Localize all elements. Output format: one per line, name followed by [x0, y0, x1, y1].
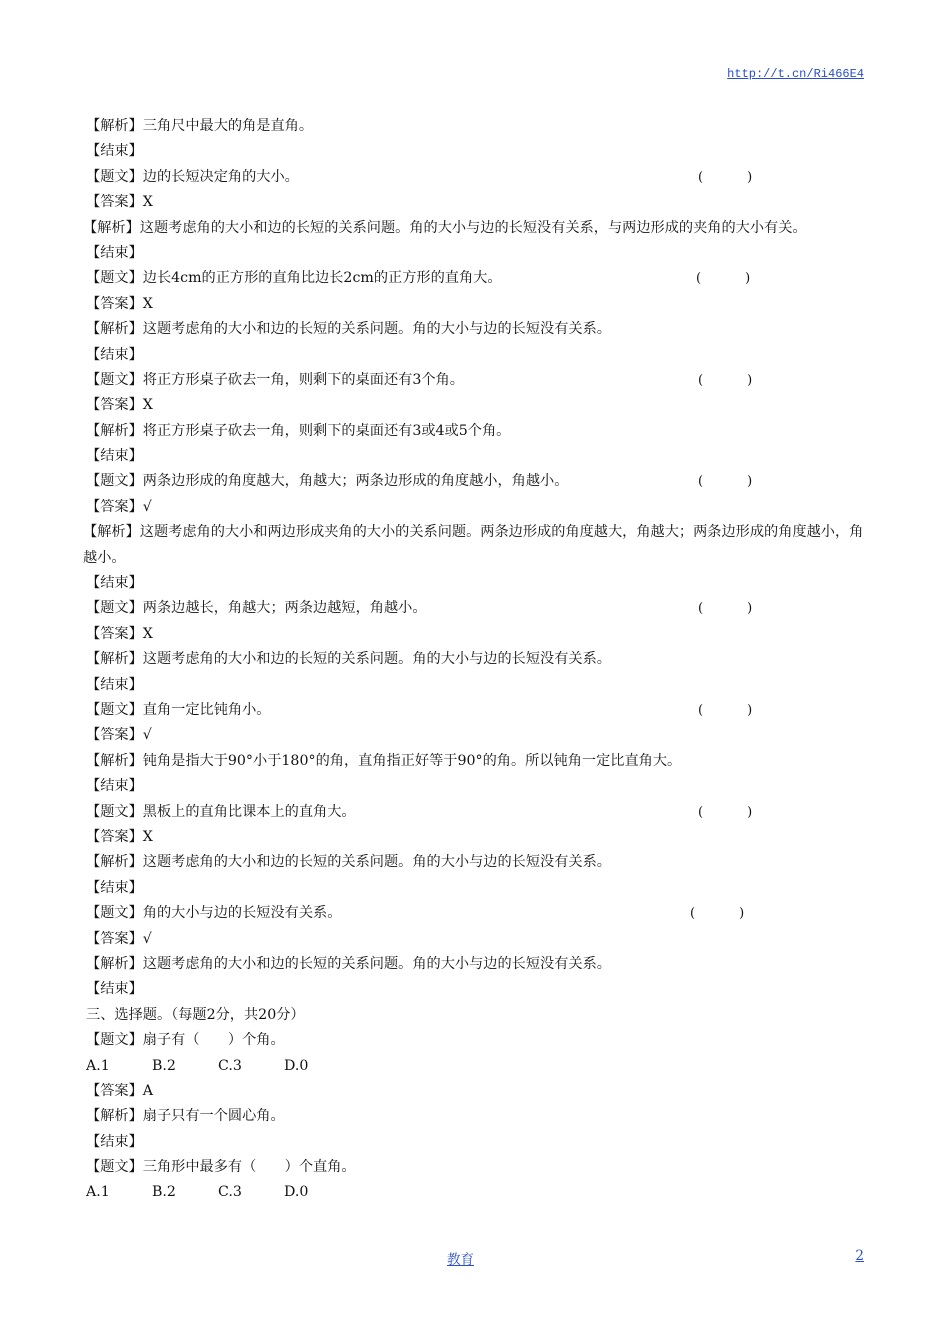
- option-b: B.2: [152, 1057, 176, 1074]
- page-number[interactable]: 2: [855, 1248, 864, 1264]
- analysis-line: 【解析】这题考虑角的大小和边的长短的关系问题。角的大小与边的长短没有关系，与两边形成的夹角的大小有关。: [83, 219, 807, 236]
- answer-line: 【答案】X: [86, 397, 153, 414]
- end-line: 【结束】: [86, 676, 143, 693]
- option-d: D.0: [284, 1057, 309, 1074]
- answer-line: 【答案】A: [86, 1082, 153, 1099]
- question-line: [86, 469, 866, 494]
- answer-blank: ( ): [698, 474, 753, 490]
- header-link[interactable]: http://t.cn/Ri466E4: [727, 67, 864, 81]
- end-line: 【结束】: [86, 346, 143, 363]
- question-line: [86, 165, 866, 190]
- question-line: [86, 266, 866, 291]
- answer-line: 【答案】X: [86, 194, 153, 211]
- answer-blank: ( ): [690, 906, 745, 922]
- question-text: 【题文】两条边越长，角越大；两条边越短，角越小。: [86, 600, 427, 617]
- analysis-line: 【解析】这题考虑角的大小和两边形成夹角的大小的关系问题。两条边形成的角度越大，角越大；两条边形成的角度越小，角越小。: [83, 524, 864, 566]
- end-line: 【结束】: [86, 244, 143, 261]
- section-heading: 三、选择题。（每题2分，共20分）: [86, 1006, 305, 1023]
- answer-blank: ( ): [698, 804, 753, 820]
- analysis-line: 【解析】这题考虑角的大小和边的长短的关系问题。角的大小与边的长短没有关系。: [86, 321, 611, 338]
- question-line: [86, 368, 866, 393]
- option-d: D.0: [284, 1184, 309, 1201]
- analysis-line: 【解析】扇子只有一个圆心角。: [86, 1108, 285, 1125]
- answer-line: 【答案】√: [86, 727, 152, 744]
- question-text: 【题文】直角一定比钝角小。: [86, 702, 271, 719]
- answer-blank: ( ): [698, 601, 753, 617]
- answer-blank: ( ): [698, 169, 753, 185]
- end-line: 【结束】: [86, 143, 143, 160]
- question-text: 【题文】黑板上的直角比课本上的直角大。: [86, 803, 356, 820]
- option-b: B.2: [152, 1184, 176, 1201]
- end-line: 【结束】: [86, 575, 143, 592]
- question-text: 【题文】边长4cm的正方形的直角比边长2cm的正方形的直角大。: [86, 270, 502, 287]
- option-c: C.3: [218, 1184, 242, 1201]
- options-line: [86, 1054, 866, 1079]
- analysis-line: 【解析】这题考虑角的大小和边的长短的关系问题。角的大小与边的长短没有关系。: [86, 651, 611, 668]
- end-line: 【结束】: [86, 778, 143, 795]
- end-line: 【结束】: [86, 981, 143, 998]
- answer-blank: ( ): [696, 271, 751, 287]
- option-c: C.3: [218, 1057, 242, 1074]
- question-text: 【题文】角的大小与边的长短没有关系。: [86, 905, 342, 922]
- options-line: [86, 1180, 866, 1205]
- analysis-line: 【解析】这题考虑角的大小和边的长短的关系问题。角的大小与边的长短没有关系。: [86, 854, 611, 871]
- question-line: [86, 800, 866, 825]
- footer-link[interactable]: 教育: [447, 1252, 474, 1268]
- answer-line: 【答案】X: [86, 828, 153, 845]
- question-line: [86, 698, 866, 723]
- question-line: 【题文】三角形中最多有（ ）个直角。: [86, 1159, 356, 1176]
- end-line: 【结束】: [86, 448, 143, 465]
- end-line: 【结束】: [86, 1133, 143, 1150]
- document-body: [83, 114, 866, 1206]
- answer-line: 【答案】√: [86, 498, 152, 515]
- answer-blank: ( ): [698, 372, 753, 388]
- answer-line: 【答案】X: [86, 625, 153, 642]
- answer-line: 【答案】X: [86, 295, 153, 312]
- answer-blank: ( ): [698, 703, 753, 719]
- option-a: A.1: [86, 1184, 110, 1201]
- question-line: [86, 596, 866, 621]
- analysis-line: 【解析】钝角是指大于90°小于180°的角，直角指正好等于90°的角。所以钝角一定比直角大。: [86, 752, 682, 769]
- analysis-line: 【解析】这题考虑角的大小和边的长短的关系问题。角的大小与边的长短没有关系。: [86, 955, 611, 972]
- question-text: 【题文】两条边形成的角度越大，角越大；两条边形成的角度越小，角越小。: [86, 473, 569, 490]
- answer-line: 【答案】√: [86, 930, 152, 947]
- question-line: 【题文】扇子有（ ）个角。: [86, 1032, 285, 1049]
- option-a: A.1: [86, 1057, 110, 1074]
- question-line: [86, 901, 866, 926]
- end-line: 【结束】: [86, 879, 143, 896]
- question-text: 【题文】边的长短决定角的大小。: [86, 168, 299, 185]
- question-text: 【题文】将正方形桌子砍去一角，则剩下的桌面还有3个角。: [86, 371, 464, 388]
- analysis-line: 【解析】三角尺中最大的角是直角。: [86, 118, 314, 134]
- analysis-line: 【解析】将正方形桌子砍去一角，则剩下的桌面还有3或4或5个角。: [86, 422, 511, 439]
